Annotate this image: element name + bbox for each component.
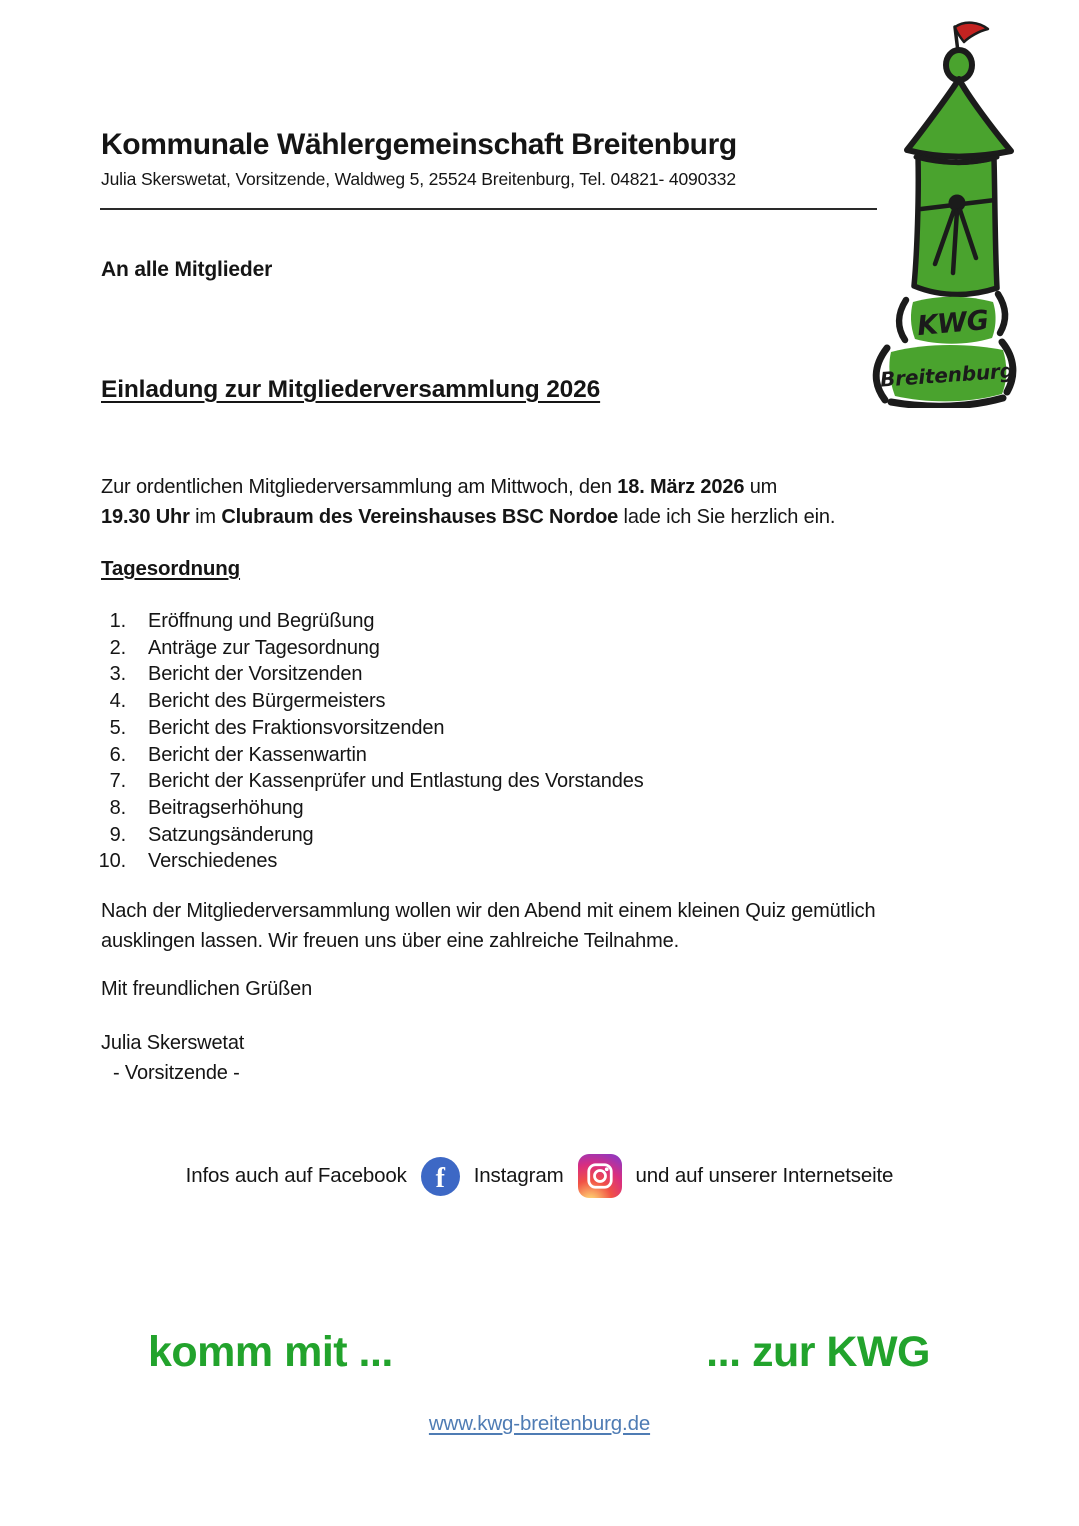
slogan-right: ... zur KWG [706, 1328, 930, 1376]
intro-seg4: lade ich Sie herzlich ein. [618, 506, 836, 528]
website-link-row [0, 1412, 1079, 1436]
agenda-item-text: Bericht der Kassenwartin [148, 743, 367, 766]
signature-role: - Vorsitzende - [113, 1062, 240, 1084]
agenda-item-number: 6. [109, 743, 126, 766]
intro-paragraph [101, 472, 981, 532]
invitation-heading: Einladung zur Mitgliederversammlung 2026 [101, 376, 601, 403]
closing-paragraph: Nach der Mitgliederversammlung wollen wir den Abend mit einem kleinen Quiz gemütlich ausklingen lassen. Wir freuen uns über eine zahlreiche Teilnahme. [101, 900, 876, 952]
logo-text-kwg: KWG [915, 304, 991, 343]
agenda-item [88, 795, 644, 822]
agenda-item-number: 2. [109, 636, 126, 659]
camera-glyph [585, 1161, 615, 1191]
agenda-item [88, 848, 644, 875]
contact-line: Julia Skerswetat, Vorsitzende, Waldweg 5, 25524 Breitenburg, Tel. 04821- 4090332 [101, 169, 736, 189]
social-text-instagram: Instagram [473, 1164, 564, 1187]
agenda-item-number: 10. [98, 850, 126, 873]
agenda-item-text: Satzungsänderung [148, 823, 314, 846]
agenda-item [88, 635, 644, 662]
facebook-icon: f [421, 1157, 460, 1196]
meeting-location: Clubraum des Vereinshauses BSC Nordoe [221, 506, 619, 528]
tower-roof [907, 79, 1011, 157]
agenda-item-number: 9. [109, 823, 126, 846]
agenda-item-number: 1. [109, 610, 126, 632]
agenda-item-text: Bericht des Bürgermeisters [148, 690, 386, 713]
intro-seg1: Zur ordentlichen Mitgliederversammlung am Mittwoch, den [101, 476, 618, 498]
tower-knob [946, 50, 972, 80]
intro-seg2: um [744, 476, 778, 498]
agenda-item-number: 4. [109, 690, 126, 713]
agenda-item [88, 742, 644, 769]
agenda-item-number: 5. [109, 716, 126, 739]
kwg-tower-logo [860, 16, 1022, 408]
flag-icon [955, 23, 988, 42]
meeting-time: 19.30 Uhr [101, 506, 190, 528]
instagram-icon [578, 1154, 622, 1198]
slogan-row [148, 1328, 930, 1377]
meeting-date: 18. März 2026 [617, 476, 745, 498]
agenda-item-number: 3. [109, 663, 126, 686]
agenda-item-text: Anträge zur Tagesordnung [148, 636, 380, 659]
social-info-line [0, 1148, 1079, 1204]
agenda-item [88, 661, 644, 688]
organization-title: Kommunale Wählergemeinschaft Breitenburg [101, 128, 737, 161]
agenda-item-text: Eröffnung und Begrüßung [148, 610, 375, 632]
website-link[interactable]: www.kwg-breitenburg.de [428, 1412, 651, 1435]
salutation: Mit freundlichen Grüßen [101, 978, 313, 1000]
agenda-item [88, 822, 644, 849]
letterhead [101, 128, 881, 190]
agenda-item-text: Beitragserhöhung [148, 796, 304, 819]
agenda-title: Tagesordnung [101, 557, 241, 580]
signature-name: Julia Skerswetat [101, 1032, 245, 1054]
agenda-item-text: Bericht des Fraktionsvorsitzenden [148, 716, 445, 739]
agenda-list [88, 608, 644, 875]
social-text-pre: Infos auch auf Facebook [185, 1164, 407, 1187]
agenda-item-text: Bericht der Kassenprüfer und Entlastung des Vorstandes [148, 770, 644, 793]
intro-seg3: im [189, 506, 222, 528]
social-text-post: und auf unserer Internetseite [635, 1164, 894, 1187]
agenda-item-number: 7. [109, 770, 126, 793]
agenda-item-text: Verschiedenes [148, 850, 278, 873]
slogan-left: komm mit ... [148, 1328, 393, 1376]
header-divider [100, 208, 877, 210]
agenda-item-text: Bericht der Vorsitzenden [148, 663, 363, 686]
agenda-item [88, 715, 644, 742]
recipient-line: An alle Mitglieder [101, 258, 273, 281]
agenda-item [88, 688, 644, 715]
tower-illustration [860, 16, 1022, 408]
logo-text-breitenburg: Breitenburg [879, 358, 1015, 392]
agenda-item [88, 768, 644, 795]
agenda-item [88, 608, 644, 635]
agenda-item-number: 8. [109, 796, 126, 819]
